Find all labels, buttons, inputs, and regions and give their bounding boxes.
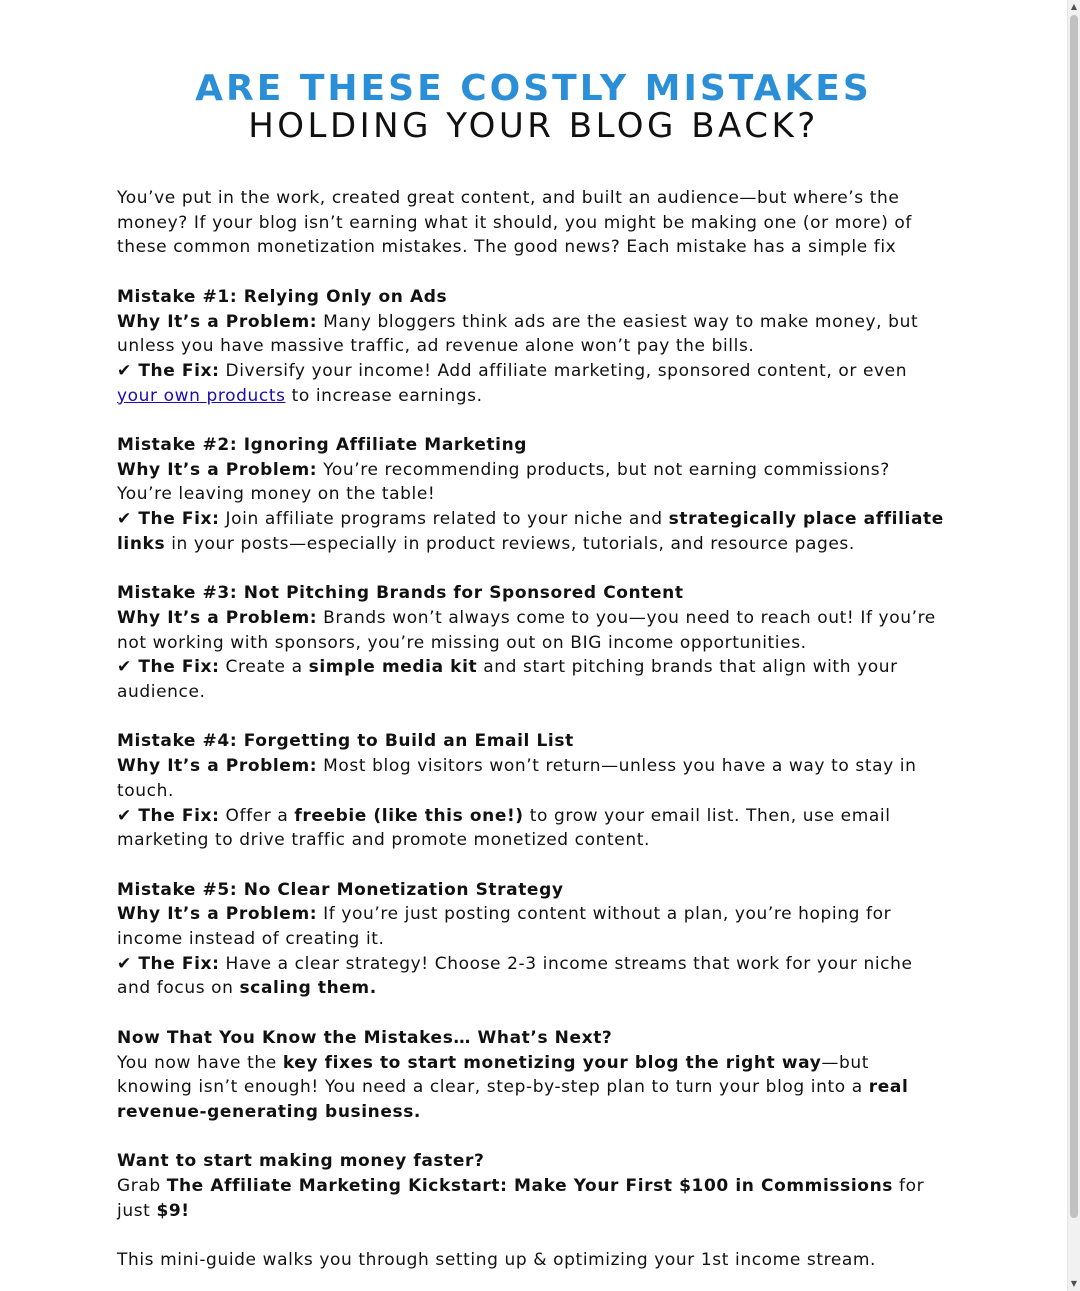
mistake-2 (117, 433, 947, 557)
mistake-3-fix-text: Create a (219, 657, 309, 678)
mistake-1-heading: Mistake #1: Relying Only on Ads (117, 286, 448, 307)
mistake-2-fix (117, 507, 947, 556)
mistake-5-fix-text: Have a clear strategy! Choose 2-3 income streams that work for your niche and focus on (117, 953, 913, 999)
fix-label: ✔ The Fix: (117, 953, 220, 974)
your-own-products-link[interactable]: your own products (117, 385, 286, 406)
mistake-4-heading: Mistake #4: Forgetting to Build an Email List (117, 731, 574, 752)
mistake-5-fix-bold: scaling them. (239, 978, 377, 999)
vertical-scrollbar[interactable] (1067, 0, 1080, 1291)
mistake-3-fix-bold: simple media kit (308, 657, 478, 678)
next-steps-text-2: —but knowing isn’t enough! You need a clear, step-by-step plan to turn your blog into a (117, 1052, 870, 1098)
closing-paragraph: This mini-guide walks you through setting up & optimizing your 1st income stream. (117, 1250, 877, 1271)
mistake-5-why-text: If you’re just posting content without a plan, you’re hoping for income instead of creating it. (117, 904, 892, 950)
why-label: Why It’s a Problem: (117, 459, 318, 480)
mistake-2-fix-text-end: in your posts—especially in product reviews, tutorials, and resource pages. (165, 533, 855, 554)
fix-label: ✔ The Fix: (117, 657, 220, 678)
mistake-1-why (117, 310, 947, 359)
page-title (0, 0, 1067, 145)
offer-product-name: The Affiliate Marketing Kickstart: Make Your First $100 in Commissions (166, 1176, 893, 1197)
next-steps-section (117, 1026, 947, 1125)
fix-label: ✔ The Fix: (117, 805, 220, 826)
title-line-2: HOLDING YOUR BLOG BACK? (248, 106, 819, 146)
mistake-3-heading: Mistake #3: Not Pitching Brands for Sponsored Content (117, 583, 684, 604)
offer-text-1: Grab (117, 1176, 167, 1197)
next-steps-text-1: You now have the (117, 1052, 283, 1073)
next-steps-text (117, 1051, 947, 1125)
intro-paragraph: You’ve put in the work, created great content, and built an audience—but where’s the money? If your blog isn’t earning what it should, you might be making one (or more) of these common monetization mistakes. The good news? Each mistake has a simple fix (117, 188, 913, 258)
mistake-2-why (117, 458, 947, 507)
offer-section (117, 1149, 947, 1223)
mistake-5-heading: Mistake #5: No Clear Monetization Strategy (117, 879, 564, 900)
mistake-2-heading: Mistake #2: Ignoring Affiliate Marketing (117, 435, 528, 455)
scroll-thumb[interactable] (1070, 15, 1078, 1218)
fix-label: ✔ The Fix: (117, 509, 220, 530)
mistake-2-fix-text: Join affiliate programs related to your niche and (219, 509, 669, 530)
mistake-1 (117, 285, 947, 409)
why-label: Why It’s a Problem: (117, 607, 318, 628)
scroll-down-arrow-icon[interactable]: ▼ (1070, 1279, 1078, 1288)
mistake-3-fix-text-end: and start pitching brands that align with your audience. (117, 657, 898, 703)
mistake-3-why (117, 606, 947, 655)
next-steps-bold-1: key fixes to start monetizing your blog the right way (282, 1052, 822, 1073)
mistake-1-fix-text-end: to increase earnings. (285, 385, 483, 406)
mistake-5-fix (117, 952, 947, 1001)
scroll-up-arrow-icon[interactable]: ▲ (1070, 2, 1078, 11)
next-steps-bold-2: real revenue-generating business. (117, 1077, 909, 1122)
mistake-1-why-text: Many bloggers think ads are the easiest way to make money, but unless you have massive traffic, ad revenue alone won’t pay the bills. (117, 311, 919, 357)
mistake-3 (117, 581, 947, 705)
article-body (117, 186, 947, 1273)
mistake-3-fix (117, 655, 947, 704)
mistake-4 (117, 729, 947, 853)
mistake-1-fix (117, 359, 947, 408)
offer-heading: Want to start making money faster? (117, 1151, 485, 1172)
mistake-3-why-text: Brands won’t always come to you—you need to reach out! If you’re not working with sponsors, you’re missing out on BIG income opportunities. (117, 607, 936, 653)
mistake-2-fix-bold: strategically place affiliate links (117, 509, 944, 554)
mistake-4-fix (117, 804, 947, 853)
mistake-4-why (117, 754, 947, 803)
mistake-4-fix-bold: freebie (like this one!) (294, 805, 524, 826)
why-label: Why It’s a Problem: (117, 756, 318, 777)
offer-price: $9! (156, 1200, 190, 1221)
offer-text (117, 1174, 947, 1223)
mistake-1-fix-text: Diversify your income! Add affiliate marketing, sponsored content, or even (219, 360, 908, 381)
why-label: Why It’s a Problem: (117, 904, 318, 925)
title-line-1: ARE THESE COSTLY MISTAKES (195, 68, 872, 109)
mistake-5 (117, 878, 947, 1002)
mistake-4-fix-text: Offer a (219, 805, 295, 826)
next-steps-heading: Now That You Know the Mistakes… What’s Next? (117, 1027, 613, 1048)
fix-label: ✔ The Fix: (117, 360, 220, 381)
mistake-2-why-text: You’re recommending products, but not earning commissions? You’re leaving money on the table! (117, 459, 890, 505)
why-label: Why It’s a Problem: (117, 311, 318, 332)
mistake-4-fix-text-end: to grow your email list. Then, use email marketing to drive traffic and promote monetized content. (117, 805, 891, 851)
offer-text-2: for just (117, 1176, 925, 1221)
mistake-4-why-text: Most blog visitors won’t return—unless you have a way to stay in touch. (117, 756, 917, 801)
mistake-5-why (117, 902, 947, 951)
